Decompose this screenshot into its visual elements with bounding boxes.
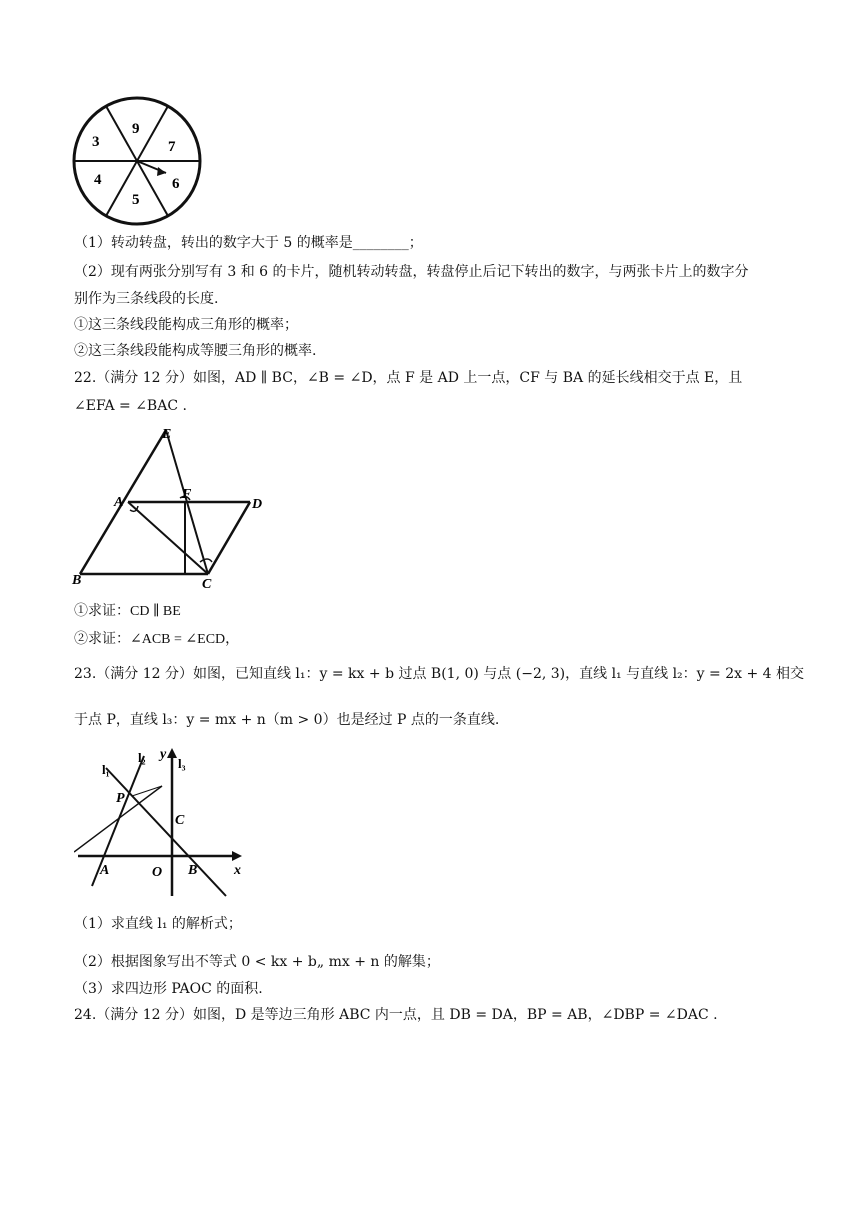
- q22-proof1: ①求证：CD ∥ BE: [74, 604, 181, 619]
- q22-label: D: [252, 497, 263, 512]
- q23-label: l₂: [138, 750, 146, 765]
- spinner-label: 3: [92, 134, 100, 150]
- spinner-label: 5: [132, 192, 140, 208]
- q22-label: C: [202, 577, 212, 590]
- q23-part3: （3）求四边形 PAOC 的面积.: [74, 981, 263, 997]
- spinner-figure: [70, 96, 204, 230]
- q22-proof2: ②求证：∠ACB = ∠ECD，: [74, 632, 240, 647]
- q23-label: A: [100, 863, 110, 878]
- q23-label: l₃: [178, 756, 186, 771]
- spinner-label: 4: [94, 172, 102, 188]
- q23-label: y: [160, 747, 167, 762]
- q22-label: A: [114, 495, 124, 510]
- q23-label: l₁: [102, 762, 110, 777]
- spinner-label: 6: [172, 176, 180, 192]
- q24-stem: 24.（满分 12 分）如图，D 是等边三角形 ABC 内一点，且 DB = DA，BP = AB，∠DBP = ∠DAC .: [74, 1007, 718, 1023]
- q23-label: C: [175, 813, 185, 828]
- q22-stem-line2: ∠EFA = ∠BAC .: [74, 398, 187, 414]
- q23-part2: （2）根据图象写出不等式 0 < kx + b„ mx + n 的解集；: [74, 954, 440, 970]
- q23-label: x: [234, 863, 241, 878]
- q23-label: O: [152, 865, 163, 880]
- q21-part2-item2: ②这三条线段能构成等腰三角形的概率.: [74, 343, 317, 359]
- spinner-label: 9: [132, 121, 140, 137]
- q23-stem-line2: 于点 P，直线 l₃：y = mx + n（m > 0）也是经过 P 点的一条直线.: [74, 712, 500, 728]
- q21-part2-line1: （2）现有两张分别写有 3 和 6 的卡片，随机转动转盘，转盘停止后记下转出的数字，与两张卡片上的数字分: [74, 264, 749, 280]
- q22-stem-line1: 22.（满分 12 分）如图，AD ∥ BC，∠B = ∠D，点 F 是 AD 上一点，CF 与 BA 的延长线相交于点 E，且: [74, 370, 743, 386]
- q22-label: E: [162, 427, 172, 442]
- spinner-label: 7: [168, 139, 176, 155]
- q21-part2-item1: ①这三条线段能构成三角形的概率；: [74, 317, 298, 333]
- q21-part1: （1）转动转盘，转出的数字大于 5 的概率是________；: [74, 235, 423, 251]
- q22-label: F: [182, 487, 192, 502]
- q23-stem-line1: 23.（满分 12 分）如图，已知直线 l₁：y = kx + b 过点 B(1, 0) 与点 (−2, 3)，直线 l₁ 与直线 l₂：y = 2x + 4 相交: [74, 666, 804, 682]
- q23-label: B: [188, 863, 198, 878]
- q23-figure: [74, 746, 254, 902]
- q22-figure: [70, 424, 270, 590]
- q22-label: B: [72, 573, 82, 588]
- q23-label: P: [116, 791, 125, 806]
- q23-part1: （1）求直线 l₁ 的解析式；: [74, 916, 242, 932]
- q21-part2-line2: 别作为三条线段的长度.: [74, 291, 219, 307]
